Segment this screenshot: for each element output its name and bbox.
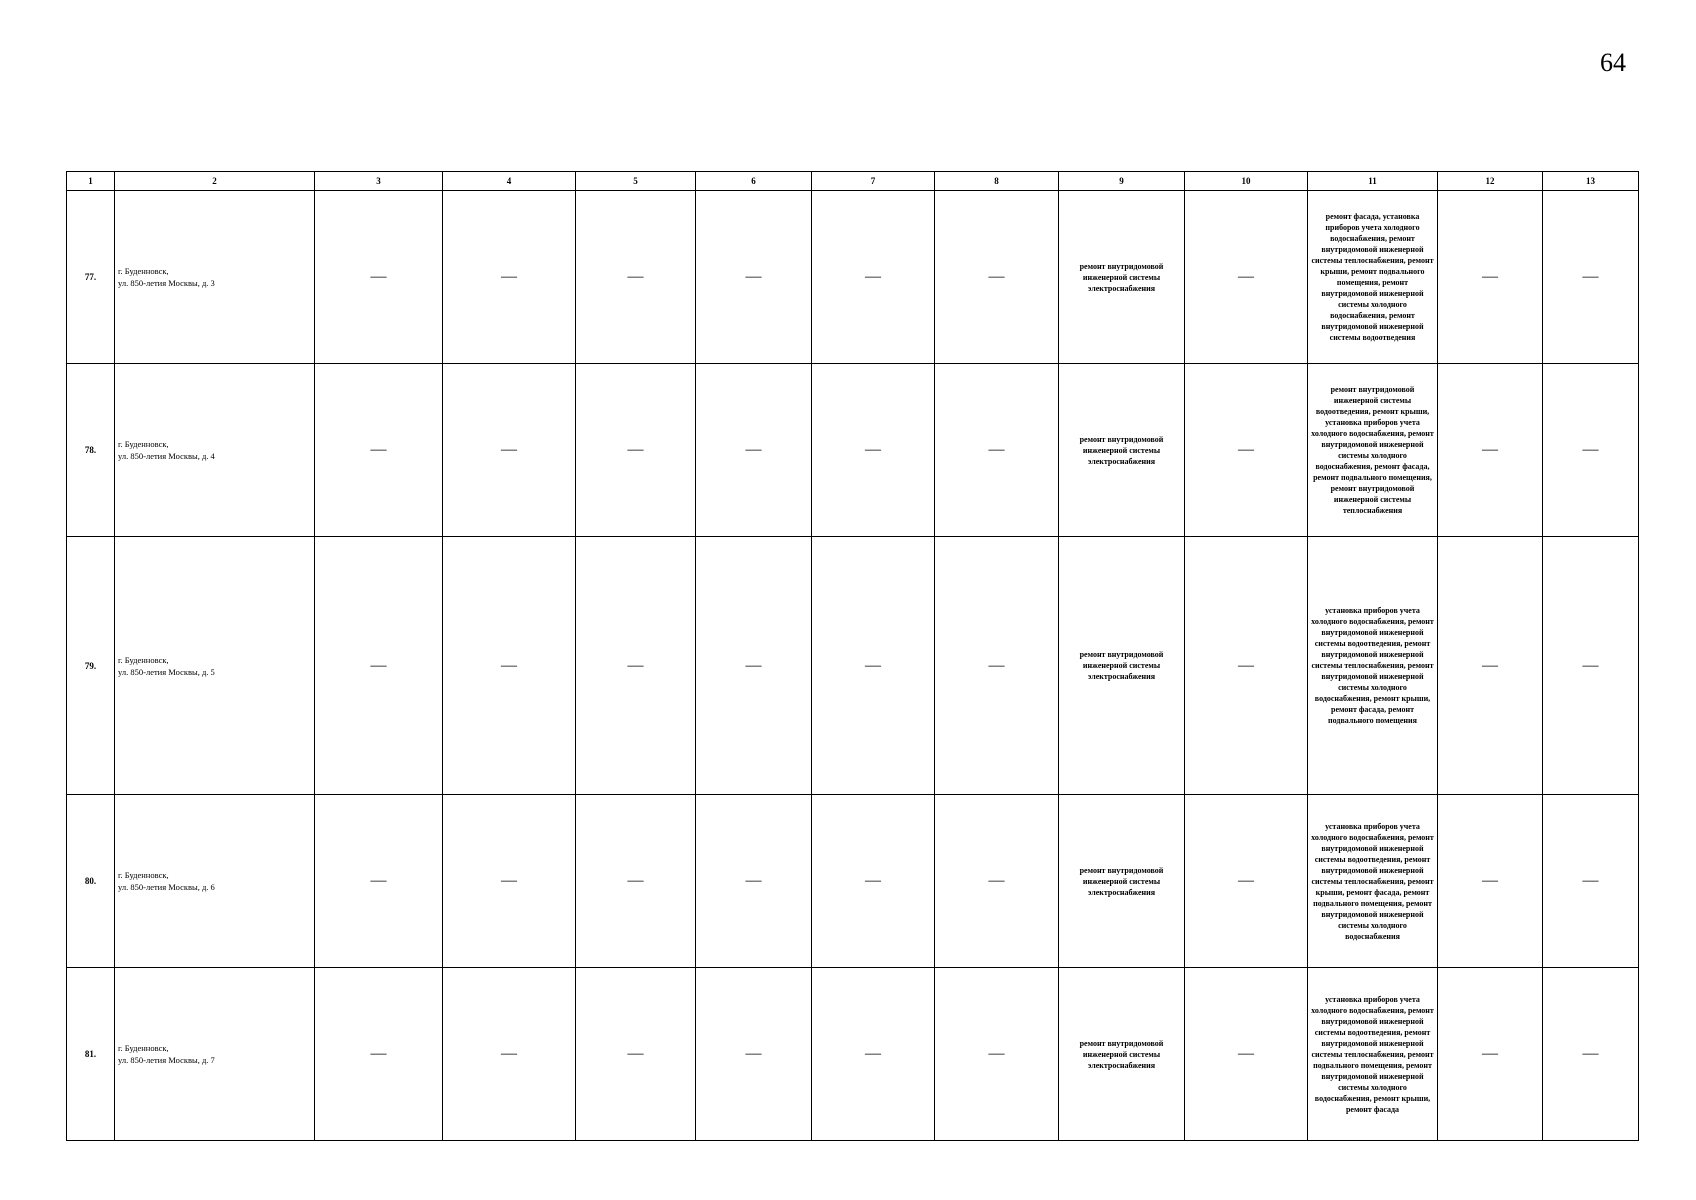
empty-dash-cell: — (443, 364, 576, 537)
address-cell (115, 968, 315, 1141)
empty-dash-cell: — (696, 795, 812, 968)
address-city: г. Буденновск, (118, 439, 169, 449)
empty-dash-cell: — (576, 795, 696, 968)
column-number-cell: 8 (935, 172, 1059, 191)
empty-dash-cell: — (576, 968, 696, 1141)
empty-dash-cell: — (812, 191, 935, 364)
address-city: г. Буденновск, (118, 266, 169, 276)
column-number-row (67, 172, 1639, 191)
work-list-cell: установка приборов учета холодного водоснабжения, ремонт внутридомовой инженерной системы водоотведения, ремонт внутридомовой инженерной системы теплоснабжения, ремонт подвального помещения, ремонт внутридомовой инженерной системы холодного водоснабжения, ремонт крыши, ремонт фасада (1308, 968, 1438, 1141)
column-number-cell: 3 (315, 172, 443, 191)
page-number: 64 (1600, 48, 1626, 77)
work-type-cell: ремонт внутридомовой инженерной системы электроснабжения (1059, 968, 1185, 1141)
column-number-cell: 4 (443, 172, 576, 191)
empty-dash-cell: — (935, 968, 1059, 1141)
column-number-cell: 7 (812, 172, 935, 191)
table-row (67, 537, 1639, 795)
empty-dash-cell: — (1438, 191, 1543, 364)
empty-dash-cell: — (812, 537, 935, 795)
empty-dash-cell: — (812, 968, 935, 1141)
address-cell (115, 537, 315, 795)
column-number-cell: 10 (1185, 172, 1308, 191)
empty-dash-cell: — (935, 191, 1059, 364)
empty-dash-cell: — (1185, 364, 1308, 537)
address-cell (115, 364, 315, 537)
empty-dash-cell: — (315, 968, 443, 1141)
empty-dash-cell: — (1543, 795, 1639, 968)
empty-dash-cell: — (443, 191, 576, 364)
work-type-cell: ремонт внутридомовой инженерной системы электроснабжения (1059, 537, 1185, 795)
address-city: г. Буденновск, (118, 654, 169, 665)
row-number: 79. (67, 537, 115, 795)
empty-dash-cell: — (1185, 191, 1308, 364)
work-type-cell: ремонт внутридомовой инженерной системы электроснабжения (1059, 795, 1185, 968)
empty-dash-cell: — (1438, 968, 1543, 1141)
column-number-cell: 9 (1059, 172, 1185, 191)
empty-dash-cell: — (576, 191, 696, 364)
empty-dash-cell: — (1543, 364, 1639, 537)
empty-dash-cell: — (315, 191, 443, 364)
empty-dash-cell: — (1185, 795, 1308, 968)
row-number: 78. (67, 364, 115, 537)
empty-dash-cell: — (696, 537, 812, 795)
work-list-cell: ремонт внутридомовой инженерной системы водоотведения, ремонт крыши, установка приборов учета холодного водоснабжения, ремонт внутридомовой инженерной системы холодного водоснабжения, ремонт фасада, ремонт подвального помещения, ремонт внутридомовой инженерной системы теплоснабжения (1308, 364, 1438, 537)
column-number-cell: 5 (576, 172, 696, 191)
table-row (67, 968, 1639, 1141)
empty-dash-cell: — (1543, 191, 1639, 364)
address-street: ул. 850-летия Москвы, д. 6 (118, 882, 215, 892)
empty-dash-cell: — (315, 537, 443, 795)
column-number-cell: 12 (1438, 172, 1543, 191)
repair-program-table (66, 171, 1639, 1141)
work-type-cell: ремонт внутридомовой инженерной системы электроснабжения (1059, 364, 1185, 537)
empty-dash-cell: — (1438, 364, 1543, 537)
empty-dash-cell: — (1438, 537, 1543, 795)
empty-dash-cell: — (696, 968, 812, 1141)
empty-dash-cell: — (812, 795, 935, 968)
empty-dash-cell: — (443, 968, 576, 1141)
address-street: ул. 850-летия Москвы, д. 4 (118, 451, 215, 461)
address-street: ул. 850-летия Москвы, д. 5 (118, 666, 215, 677)
address-cell (115, 191, 315, 364)
column-number-cell: 13 (1543, 172, 1639, 191)
empty-dash-cell: — (1185, 968, 1308, 1141)
empty-dash-cell: — (935, 795, 1059, 968)
empty-dash-cell: — (443, 537, 576, 795)
empty-dash-cell: — (1543, 968, 1639, 1141)
column-number-cell: 6 (696, 172, 812, 191)
empty-dash-cell: — (935, 537, 1059, 795)
address-street: ул. 850-летия Москвы, д. 3 (118, 278, 215, 288)
empty-dash-cell: — (812, 364, 935, 537)
work-type-cell: ремонт внутридомовой инженерной системы электроснабжения (1059, 191, 1185, 364)
table-row (67, 364, 1639, 537)
column-number-cell: 2 (115, 172, 315, 191)
row-number: 77. (67, 191, 115, 364)
empty-dash-cell: — (935, 364, 1059, 537)
column-number-cell: 1 (67, 172, 115, 191)
address-city: г. Буденновск, (118, 870, 169, 880)
row-number: 81. (67, 968, 115, 1141)
table-row (67, 191, 1639, 364)
address-street: ул. 850-летия Москвы, д. 7 (118, 1055, 215, 1065)
empty-dash-cell: — (315, 364, 443, 537)
work-list-cell: установка приборов учета холодного водоснабжения, ремонт внутридомовой инженерной системы водоотведения, ремонт внутридомовой инженерной системы теплоснабжения, ремонт крыши, ремонт фасада, ремонт подвального помещения, ремонт внутридомовой инженерной системы холодного водоснабжения (1308, 795, 1438, 968)
row-number: 80. (67, 795, 115, 968)
empty-dash-cell: — (1438, 795, 1543, 968)
empty-dash-cell: — (443, 795, 576, 968)
empty-dash-cell: — (576, 537, 696, 795)
empty-dash-cell: — (576, 364, 696, 537)
empty-dash-cell: — (696, 364, 812, 537)
empty-dash-cell: — (315, 795, 443, 968)
column-number-cell: 11 (1308, 172, 1438, 191)
table-row (67, 795, 1639, 968)
empty-dash-cell: — (696, 191, 812, 364)
empty-dash-cell: — (1185, 537, 1308, 795)
work-list-cell: установка приборов учета холодного водоснабжения, ремонт внутридомовой инженерной системы водоотведения, ремонт внутридомовой инженерной системы теплоснабжения, ремонт внутридомовой инженерной системы холодного водоснабжения, ремонт крыши, ремонт фасада, ремонт подвального помещения (1308, 537, 1438, 795)
work-list-cell: ремонт фасада, установка приборов учета холодного водоснабжения, ремонт внутридомовой инженерной системы теплоснабжения, ремонт крыши, ремонт подвального помещения, ремонт внутридомовой инженерной системы холодного водоснабжения, ремонт внутридомовой инженерной системы водоотведения (1308, 191, 1438, 364)
empty-dash-cell: — (1543, 537, 1639, 795)
address-city: г. Буденновск, (118, 1043, 169, 1053)
address-cell (115, 795, 315, 968)
